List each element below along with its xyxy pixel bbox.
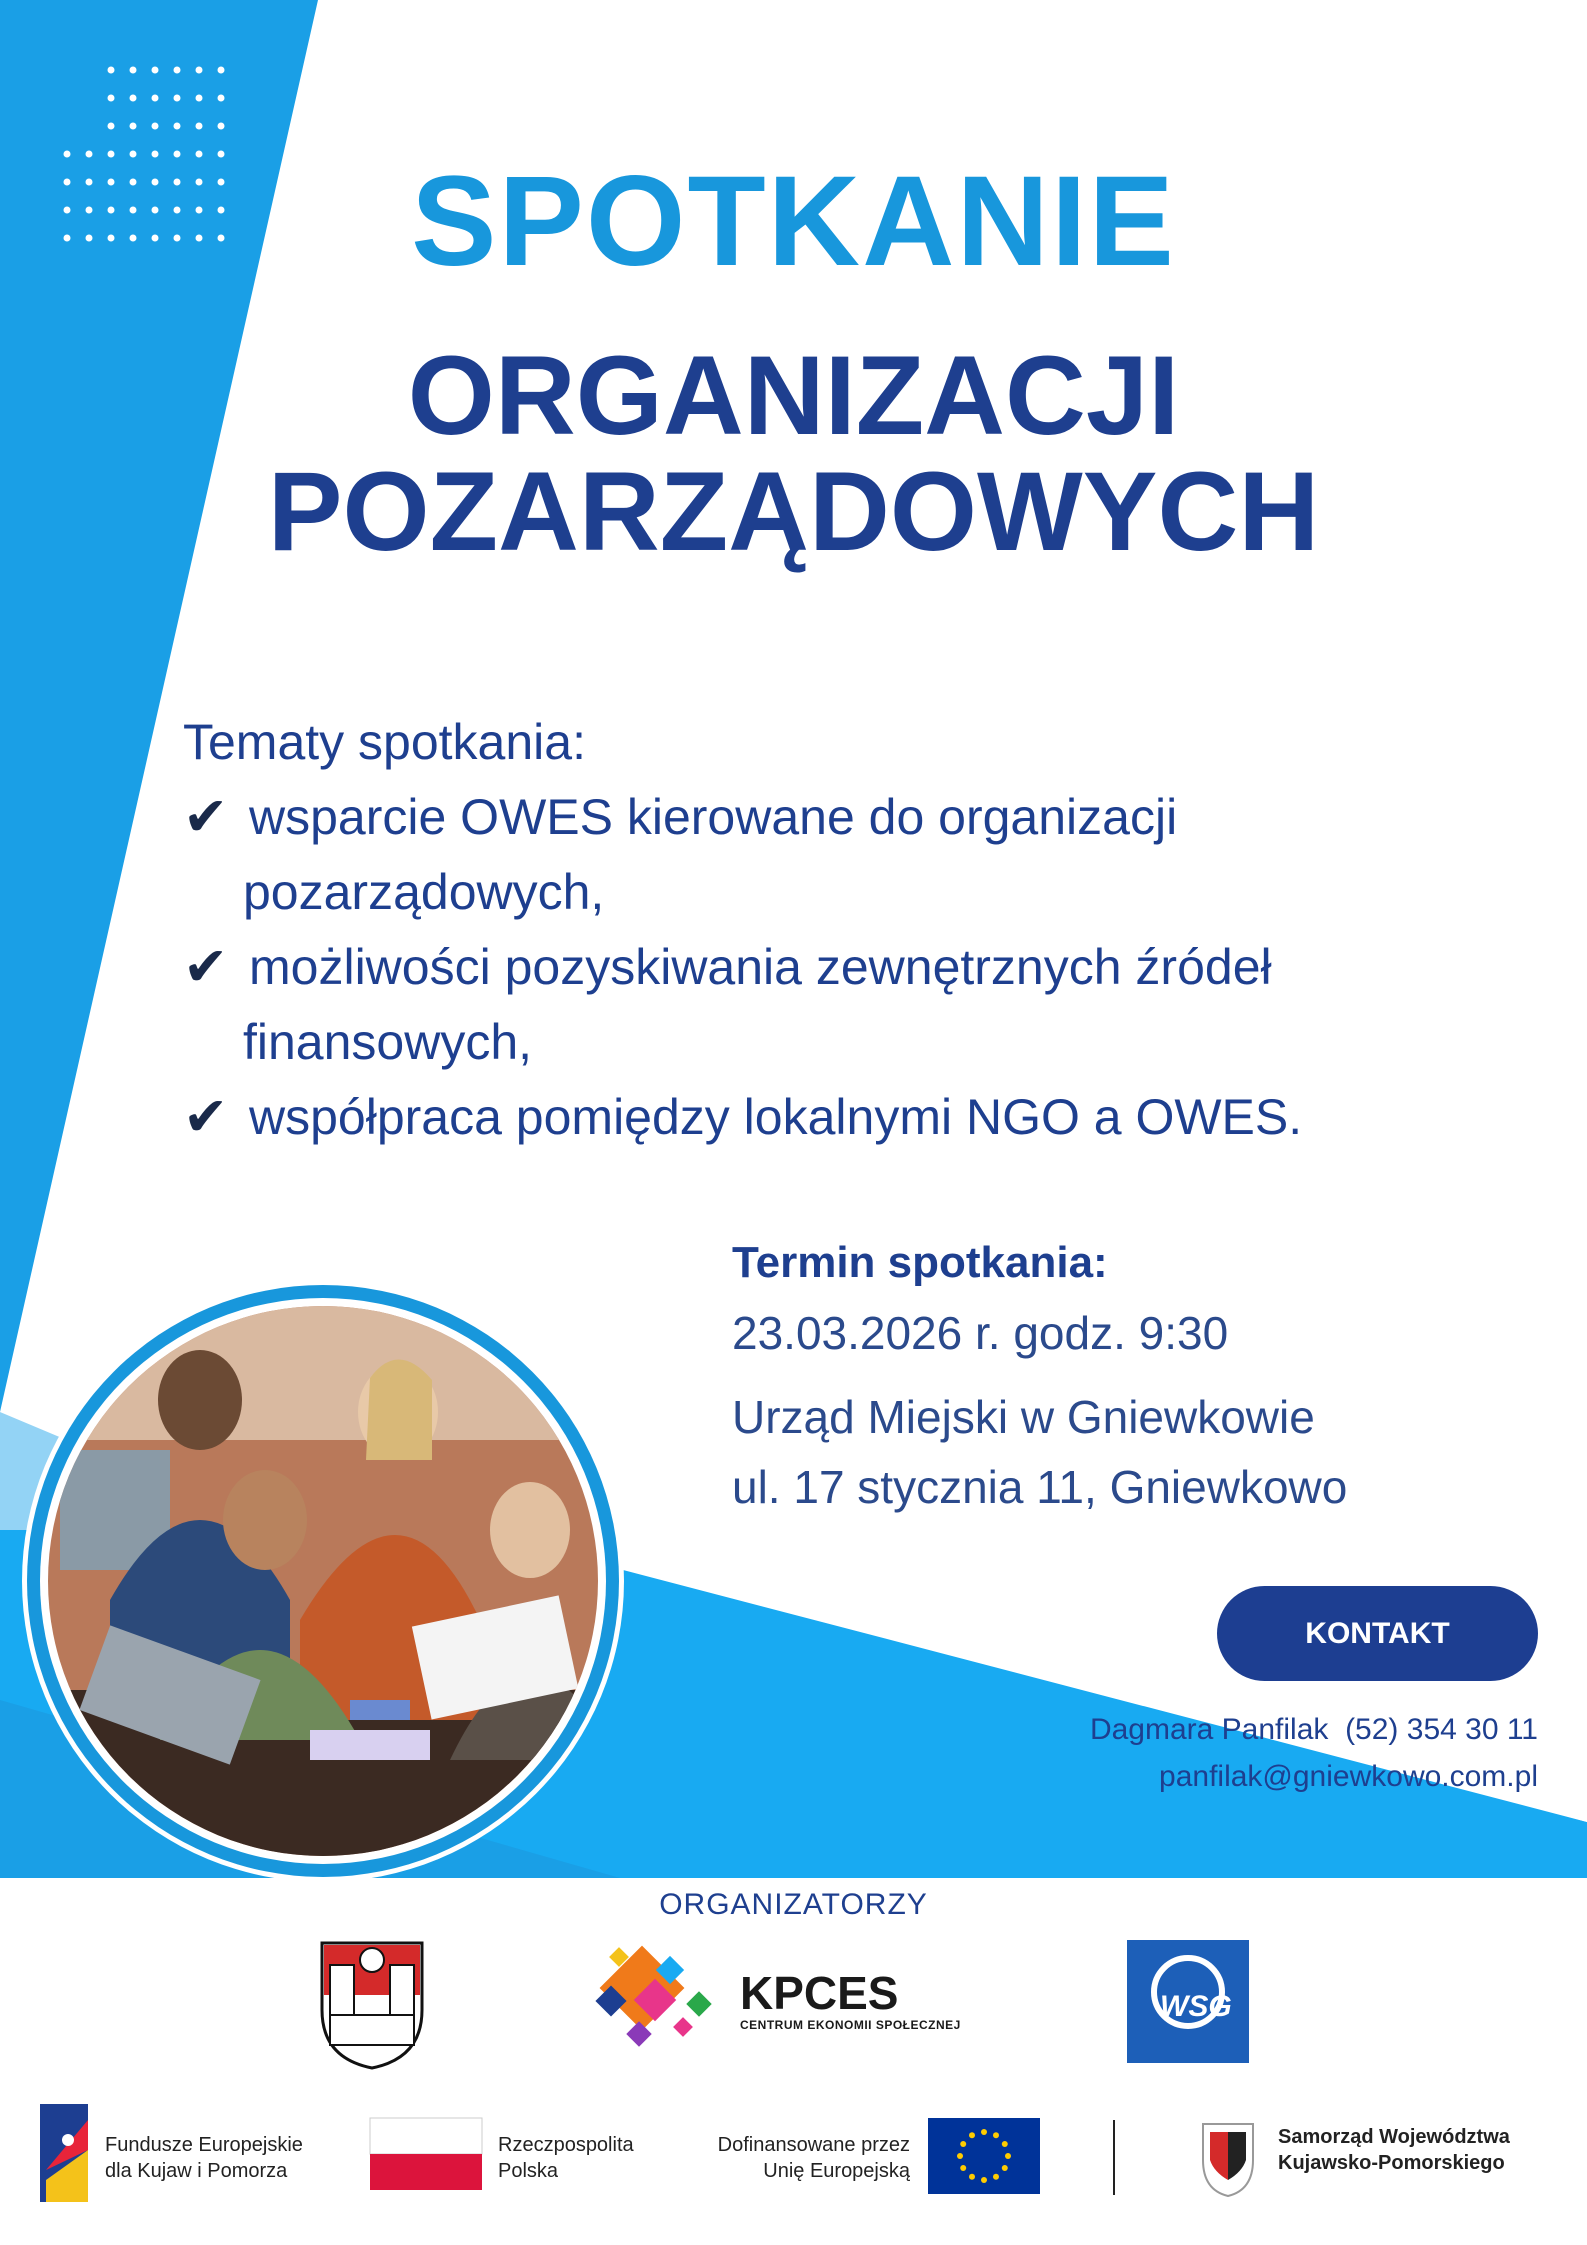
fe-line1: Fundusze Europejskie [105, 2134, 303, 2156]
decor-dot [130, 95, 137, 102]
eu-flag-icon [928, 2118, 1040, 2194]
title-line-pozarzadowych: POZARZĄDOWYCH [267, 449, 1320, 574]
topic-line: współpraca pomiędzy lokalnymi NGO a OWES. [249, 1089, 1303, 1145]
kujawsko-pomorskie-coat-of-arms-icon [1203, 2124, 1253, 2196]
eu-star [1002, 2141, 1008, 2147]
eu-star [960, 2141, 966, 2147]
decor-dot [174, 67, 181, 74]
eu-star [1002, 2165, 1008, 2171]
decor-dot [130, 123, 137, 130]
decor-dot [108, 67, 115, 74]
topics-heading: Tematy spotkania: [183, 714, 586, 770]
checkmark-icon: ✔ [183, 787, 229, 847]
checkmark-icon: ✔ [183, 937, 229, 997]
decor-dot [174, 123, 181, 130]
topic-continuation: finansowych, [243, 1014, 533, 1070]
sw-label [1278, 2124, 1510, 2176]
eu-star [969, 2132, 975, 2138]
checkmark-icon: ✔ [183, 1087, 229, 1147]
eu-star [993, 2132, 999, 2138]
footer-divider [1113, 2120, 1115, 2195]
meeting-place-line1: Urząd Miejski w Gniewkowie [732, 1391, 1315, 1443]
eu-star [957, 2153, 963, 2159]
eu-star [981, 2177, 987, 2183]
decor-dot [152, 123, 159, 130]
topic-line: wsparcie OWES kierowane do organizacji [249, 789, 1178, 845]
contact-name-phone: Dagmara Panfilak (52) 354 30 11 [1089, 1713, 1538, 1746]
title-line-organizacji: ORGANIZACJI [407, 333, 1180, 458]
decor-dot [152, 95, 159, 102]
fe-line2: dla Kujaw i Pomorza [105, 2160, 288, 2182]
kpces-subtitle: CENTRUM EKONOMII SPOŁECZNEJ [740, 2018, 961, 2032]
eu-star [993, 2174, 999, 2180]
wsg-label: WSG [1160, 1990, 1232, 2023]
rp-line1: Rzeczpospolita [498, 2134, 634, 2156]
topic-line: możliwości pozyskiwania zewnętrznych źródeł [249, 939, 1272, 995]
eu-star [1005, 2153, 1011, 2159]
decor-dot [196, 67, 203, 74]
title-spotkanie: SPOTKANIE [411, 150, 1176, 293]
decor-dot [130, 67, 137, 74]
decor-dot [196, 123, 203, 130]
ue-line2: Unię Europejską [763, 2160, 910, 2182]
topics-section [183, 705, 1563, 1155]
gniewkowo-coat-of-arms-icon [322, 1943, 422, 2068]
eu-star [981, 2129, 987, 2135]
rp-label [498, 2132, 634, 2184]
decor-dot [108, 95, 115, 102]
eu-star [960, 2165, 966, 2171]
polish-flag-icon [370, 2118, 482, 2190]
kpces-name: KPCES [740, 1967, 899, 2019]
decor-dot [218, 123, 225, 130]
meeting-datetime: 23.03.2026 r. godz. 9:30 [732, 1307, 1229, 1359]
rp-line2: Polska [498, 2160, 559, 2182]
title-organizacji-pozarzadowych [0, 333, 1587, 574]
decor-dot [152, 67, 159, 74]
decor-dot [196, 95, 203, 102]
eu-star [969, 2174, 975, 2180]
contact-email[interactable]: panfilak@gniewkowo.com.pl [1159, 1760, 1538, 1793]
ue-label [690, 2132, 910, 2184]
meeting-heading: Termin spotkania: [732, 1238, 1108, 1287]
topic-item [183, 780, 1563, 855]
sw-line1: Samorząd Województwa [1278, 2126, 1510, 2148]
footer-panel [0, 1878, 1587, 2245]
topic-item [183, 1080, 1563, 1155]
organizers-heading: ORGANIZATORZY [659, 1888, 928, 1921]
contact-button[interactable]: KONTAKT [1217, 1586, 1538, 1681]
sw-line2: Kujawsko-Pomorskiego [1278, 2152, 1505, 2174]
topic-item [183, 930, 1563, 1005]
decor-dot [108, 123, 115, 130]
decor-dot [218, 67, 225, 74]
ue-line1: Dofinansowane przez [717, 2134, 910, 2156]
topic-continuation: pozarządowych, [243, 864, 605, 920]
fundusze-europejskie-logo-icon [40, 2104, 88, 2202]
fe-label [105, 2132, 303, 2184]
decor-dot [218, 95, 225, 102]
meeting-place-line2: ul. 17 stycznia 11, Gniewkowo [732, 1461, 1348, 1513]
decor-dot [174, 95, 181, 102]
